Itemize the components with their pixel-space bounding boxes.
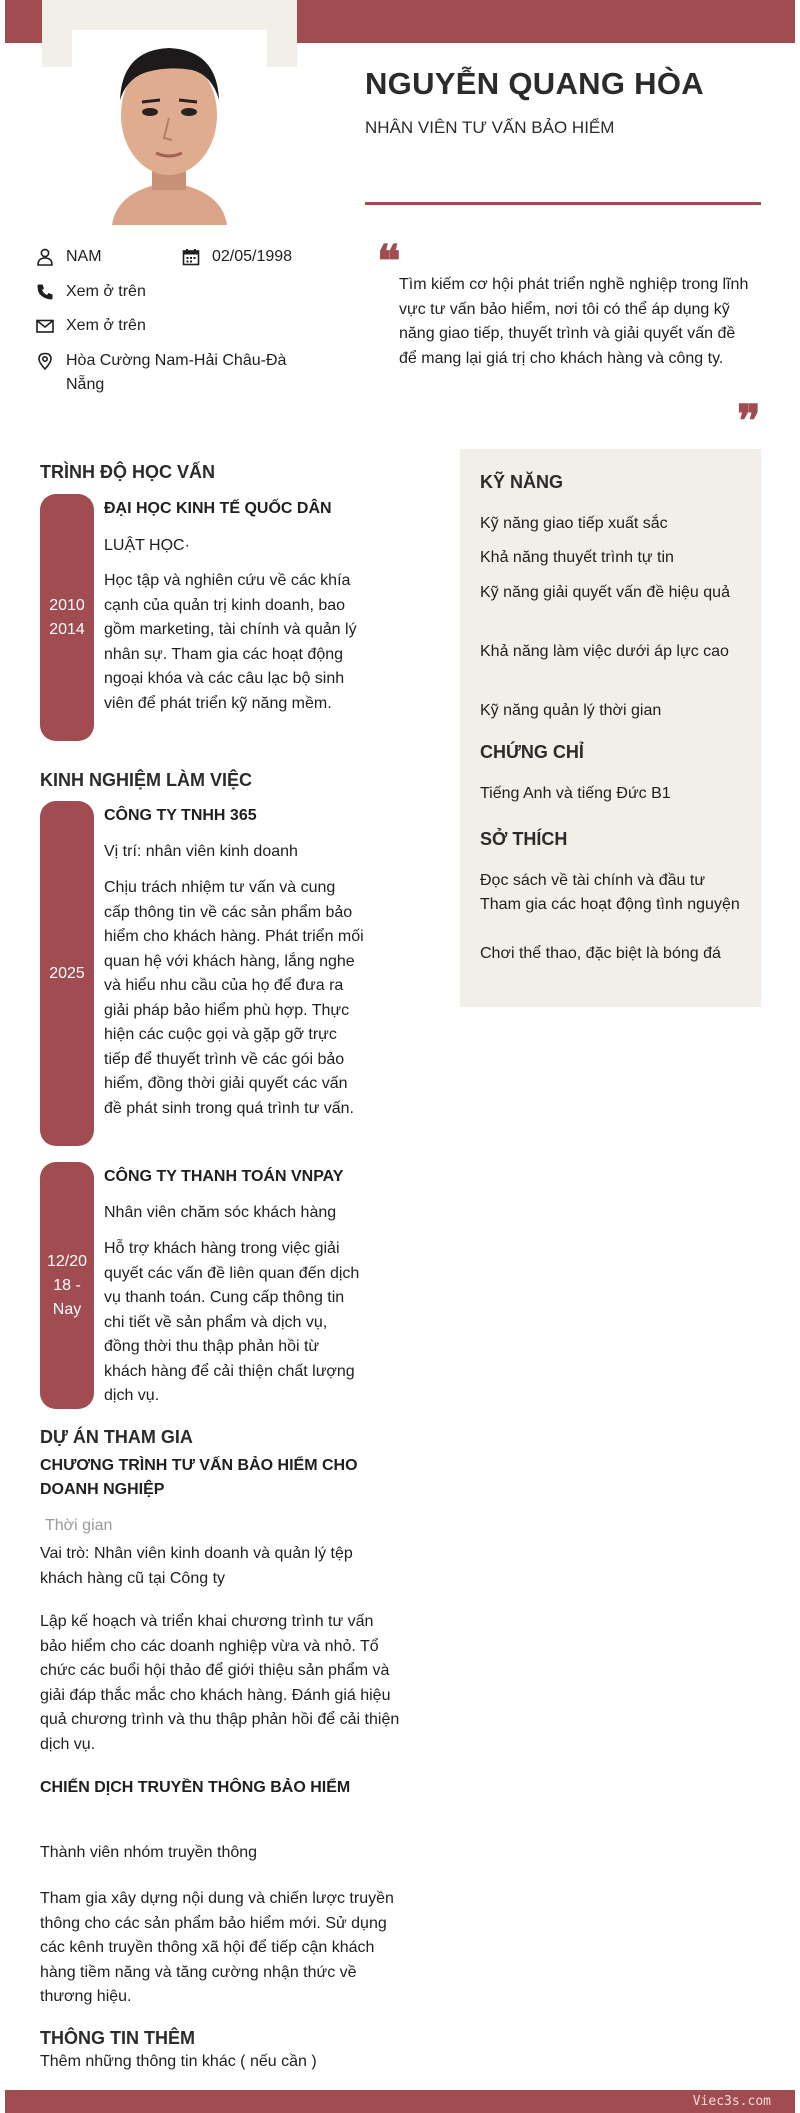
project-description: Lập kế hoạch và triển khai chương trình tư vấn bảo hiểm cho các doanh nghiệp vừa và nhỏ. Tổ chức các buổi hội thảo để giới thiệu sản phẩm và giải đáp thắc mắc cho khách hàng. Đánh giá hiệu quả chương trình và thu thập phản hồi để cải thiện dịch vụ. [40,1613,400,1753]
skills-heading: KỸ NĂNG [480,472,564,492]
gender-row [36,245,102,269]
project-description: Tham gia xây dựng nội dung và chiến lược truyền thông cho các sản phẩm bảo hiểm mới. Sử dụng các kênh truyền thông xã hội để tiếp cận khách hàng tiềm năng và tăng cường nhận thức về thương hiệu. [40,1890,394,2005]
mail-icon [36,317,54,335]
skill-item: Khả năng thuyết trình tự tin [480,549,674,566]
skill-item: Kỹ năng giải quyết vấn đề hiệu quả [480,584,730,601]
education-period: 2010 2014 [40,494,94,741]
footer-brand: Viec3s.com [692,2094,771,2109]
close-quote-icon: ❞ [737,396,761,447]
career-objective: Tìm kiếm cơ hội phát triển nghề nghiệp trong lĩnh vực tư vấn bảo hiểm, nơi tôi có thể áp dụng kỹ năng giao tiếp, thuyết trình và giải quyết vấn đề để mang lại giá trị cho khách hàng và công ty. [399,276,749,367]
project-role: Thành viên nhóm truyền thông [40,1844,258,1861]
email-row [36,314,146,338]
experience-heading: KINH NGHIỆM LÀM VIỆC [40,770,253,790]
education-heading: TRÌNH ĐỘ HỌC VẤN [40,462,215,482]
title-divider [365,202,761,205]
project-name: CHƯƠNG TRÌNH TƯ VẤN BẢO HIỂM CHO DOANH NGHIỆP [40,1457,358,1498]
email-value: Xem ở trên [66,317,146,334]
skill-item: Kỹ năng giao tiếp xuất sắc [480,515,668,532]
avatar-portrait [72,30,267,225]
projects-heading: DỰ ÁN THAM GIA [40,1427,193,1447]
gender-value: NAM [66,248,102,265]
education-major: LUẬT HỌC· [104,537,190,554]
candidate-name: NGUYỄN QUANG HÒA [365,66,704,101]
location-pin-icon [36,352,54,370]
experience-period: 2025 [40,801,94,1146]
person-icon [36,248,54,266]
birthday-value: 02/05/1998 [212,248,293,265]
avatar [72,30,267,225]
experience-position: Vị trí: nhân viên kinh doanh [104,843,298,860]
certificates-heading: CHỨNG CHỈ [480,742,584,762]
hobby-item: Đọc sách về tài chính và đầu tư [480,872,706,889]
experience-description: Chịu trách nhiệm tư vấn và cung cấp thông tin về các sản phẩm bảo hiểm cho khách hàng. Phát triển mối quan hệ với khách hàng, lắng nghe và hiểu nhu cầu của họ để đưa ra giải pháp bảo hiểm phù hợp. Thực hiện các cuộc gọi và gặp gỡ trực tiếp để thuyết trình về các gói bảo hiểm, đồng thời giải quyết các vấn đề phát sinh trong quá trình tư vấn. [104,879,364,1117]
project-time: Thời gian [45,1517,113,1534]
candidate-job-title: NHÂN VIÊN TƯ VẤN BẢO HIỂM [365,118,615,137]
address-row [36,349,326,397]
education-school: ĐẠI HỌC KINH TẾ QUỐC DÂN [104,500,332,517]
experience-company: CÔNG TY THANH TOÁN VNPAY [104,1168,344,1185]
birthday-row [182,245,292,269]
hobbies-heading: SỞ THÍCH [480,829,568,849]
education-description: Học tập và nghiên cứu về các khía cạnh của quản trị kinh doanh, bao gồm marketing, tài chính và quản lý nhân sự. Tham gia các hoạt động ngoại khóa và các câu lạc bộ sinh viên để phát triển kỹ năng mềm. [104,572,357,712]
additional-text: Thêm những thông tin khác ( nếu cần ) [40,2053,317,2070]
calendar-icon [182,248,200,266]
phone-icon [36,283,54,301]
additional-heading: THÔNG TIN THÊM [40,2028,195,2048]
phone-value: Xem ở trên [66,283,146,300]
hobby-item: Tham gia các hoạt động tình nguyện [480,896,740,913]
certificate-item: Tiếng Anh và tiếng Đức B1 [480,785,671,802]
experience-position: Nhân viên chăm sóc khách hàng [104,1204,337,1221]
skill-item: Khả năng làm việc dưới áp lực cao [480,643,729,660]
footer-bar [5,2090,795,2113]
open-quote-icon: ❝ [377,236,401,287]
experience-period: 12/20 18 - Nay [40,1162,94,1409]
project-name: CHIẾN DỊCH TRUYỀN THÔNG BẢO HIỂM [40,1779,351,1796]
skill-item: Kỹ năng quản lý thời gian [480,702,662,719]
address-value: Hòa Cường Nam-Hải Châu-Đà Nẵng [66,352,287,393]
project-role: Vai trò: Nhân viên kinh doanh và quản lý tệp khách hàng cũ tại Công ty [40,1545,353,1587]
experience-description: Hỗ trợ khách hàng trong việc giải quyết các vấn đề liên quan đến dịch vụ thanh toán. Cung cấp thông tin chi tiết về sản phẩm và dịch vụ, đồng thời thu thập phản hồi từ khách hàng để cải thiện chất lượng dịch vụ. [104,1240,360,1404]
hobby-item: Chơi thể thao, đặc biệt là bóng đá [480,945,721,962]
phone-row [36,280,146,304]
experience-company: CÔNG TY TNHH 365 [104,807,257,824]
